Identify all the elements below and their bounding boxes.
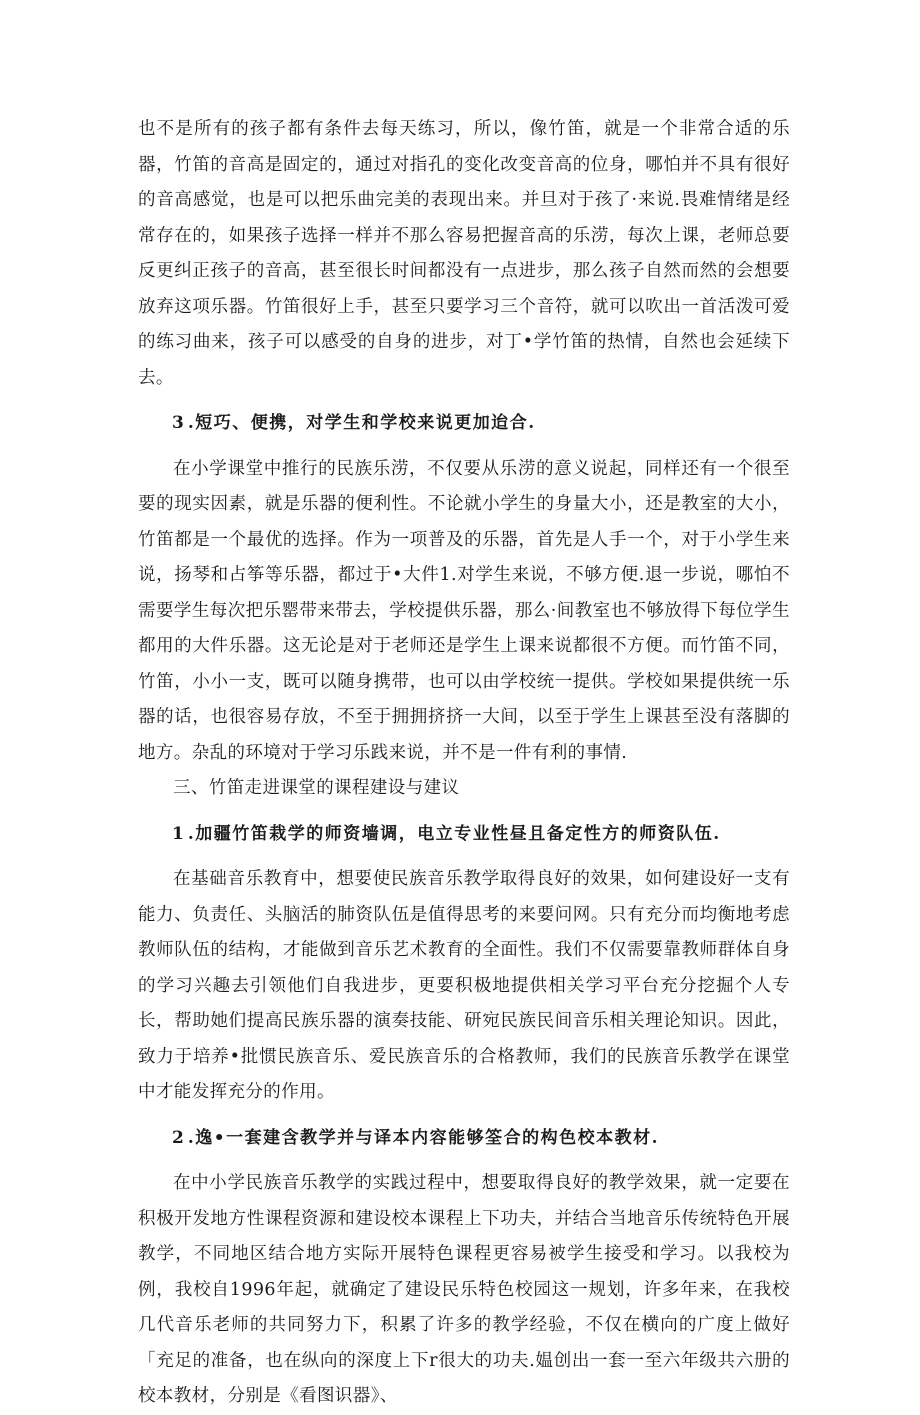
section-title: 三、竹笛走进课堂的课程建设与建议 <box>173 778 460 798</box>
subheading-3 <box>138 406 790 442</box>
body-paragraph-1: 也不是所有的孩子都有条件去每天练习，所以，像竹笛，就是一个非常合适的乐器，竹笛的音高是固定的，通过对指孔的变化改变音高的位身，哪怕并不具有很好的音高感觉，也是可以把乐曲完美的表现出来。并旦对于孩了·来说.畏难情绪是经常存在的，如果孩子选择一样并不那么容易把握音高的乐涝，每次上课，老师总要反更纠正孩子的音高，甚至很长时间都没有一点进步，那么孩子自然而然的会想要放弃这项乐器。竹笛很好上手，甚至只要学习三个音符，就可以吹出一首活泼可爱的练习曲来，孩子可以感受的自身的进步，对丁•学竹笛的热情，自然也会延续下去。 <box>138 119 790 388</box>
subheading-2 <box>138 1121 790 1157</box>
subheading-number: 2 <box>172 1127 188 1148</box>
subheading-number: 1 <box>172 823 188 844</box>
subheading-number: 3 <box>172 413 188 433</box>
subheading-text: .短巧、便携，对学生和学校来说更加迨合. <box>187 413 536 433</box>
subheading-text: .加疆竹笛栽学的师资墙调，电立专业性昼且备定性方的师资队伍. <box>187 823 721 844</box>
spacer <box>138 852 790 862</box>
subheading-text: .逸•一套建含教学并与译本内容能够筌合的构色校本教材. <box>187 1127 660 1148</box>
body-paragraph-4: 在中小学民族音乐教学的实践过程中，想要取得良好的教学效果，就一定要在积极开发地方性课程资源和建设校本课程上下功夫，并结合当地音乐传统特色开展教学，不同地区结合地方实际开展特色课程更容易被学生接受和学习。以我校为例，我校自1996年起，就确定了建设民乐特色校园这一规划，许多年来，在我校几代音乐老师的共同努力下，积累了许多的教学经验，不仅在横向的广度上做好「充足的准备，也在纵向的深度上下r很大的功夫.媪创出一套一至六年级共六册的校本教材，分别是《看图识器》、 <box>138 1173 790 1406</box>
spacer <box>138 442 790 452</box>
body-paragraph-3: 在基础音乐教育中，想要使民族音乐教学取得良好的效果，如何建设好一支有能力、负责任、头脑活的肺资队伍是值得思考的来要问网。只有充分而均衡地考虑教师队伍的结构，才能做到音乐艺术教育的全面性。我们不仅需要靠教师群体自身的学习兴趣去引领他们自我进步，更要积极地提供相关学习平台充分挖掘个人专长，帮助她们提高民族乐器的演奏技能、研宛民族民间音乐相关理论知识。因此，致力于培养•批惯民族音乐、爱民族音乐的合格教师，我们的民族音乐教学在课堂中才能发挥充分的作用。 <box>138 869 790 1102</box>
spacer <box>138 1156 790 1166</box>
subheading-1 <box>138 817 790 853</box>
spacer <box>138 807 790 817</box>
spacer <box>138 396 790 406</box>
spacer <box>138 1111 790 1121</box>
text-column <box>138 112 790 1415</box>
body-paragraph-2: 在小学课堂中推行的民族乐涝，不仅要从乐涝的意义说起，同样还有一个很至要的现实因素，就是乐器的便利性。不论就小学生的身量大小，还是教室的大小，竹笛都是一个最优的选择。作为一项普及的乐器，首先是人手一个，对于小学生来说，扬琴和占筝等乐器，都过于•大件1.对学生来说，不够方便.退一步说，哪怕不需要学生每次把乐罂带来带去，学校提供乐器，那么·间教室也不够放得下每位学生都用的大件乐器。这无论是对于老师还是学生上课来说都很不方便。而竹笛不同，竹笛，小小一支，既可以随身携带，也可以由学校统一提供。学校如果提供统一乐器的话，也很容易存放，不至于拥拥挤挤一大间，以至于学生上课甚至没有落脚的地方。杂乱的环境对于学习乐践来说，并不是一件有利的事情. <box>138 458 790 763</box>
